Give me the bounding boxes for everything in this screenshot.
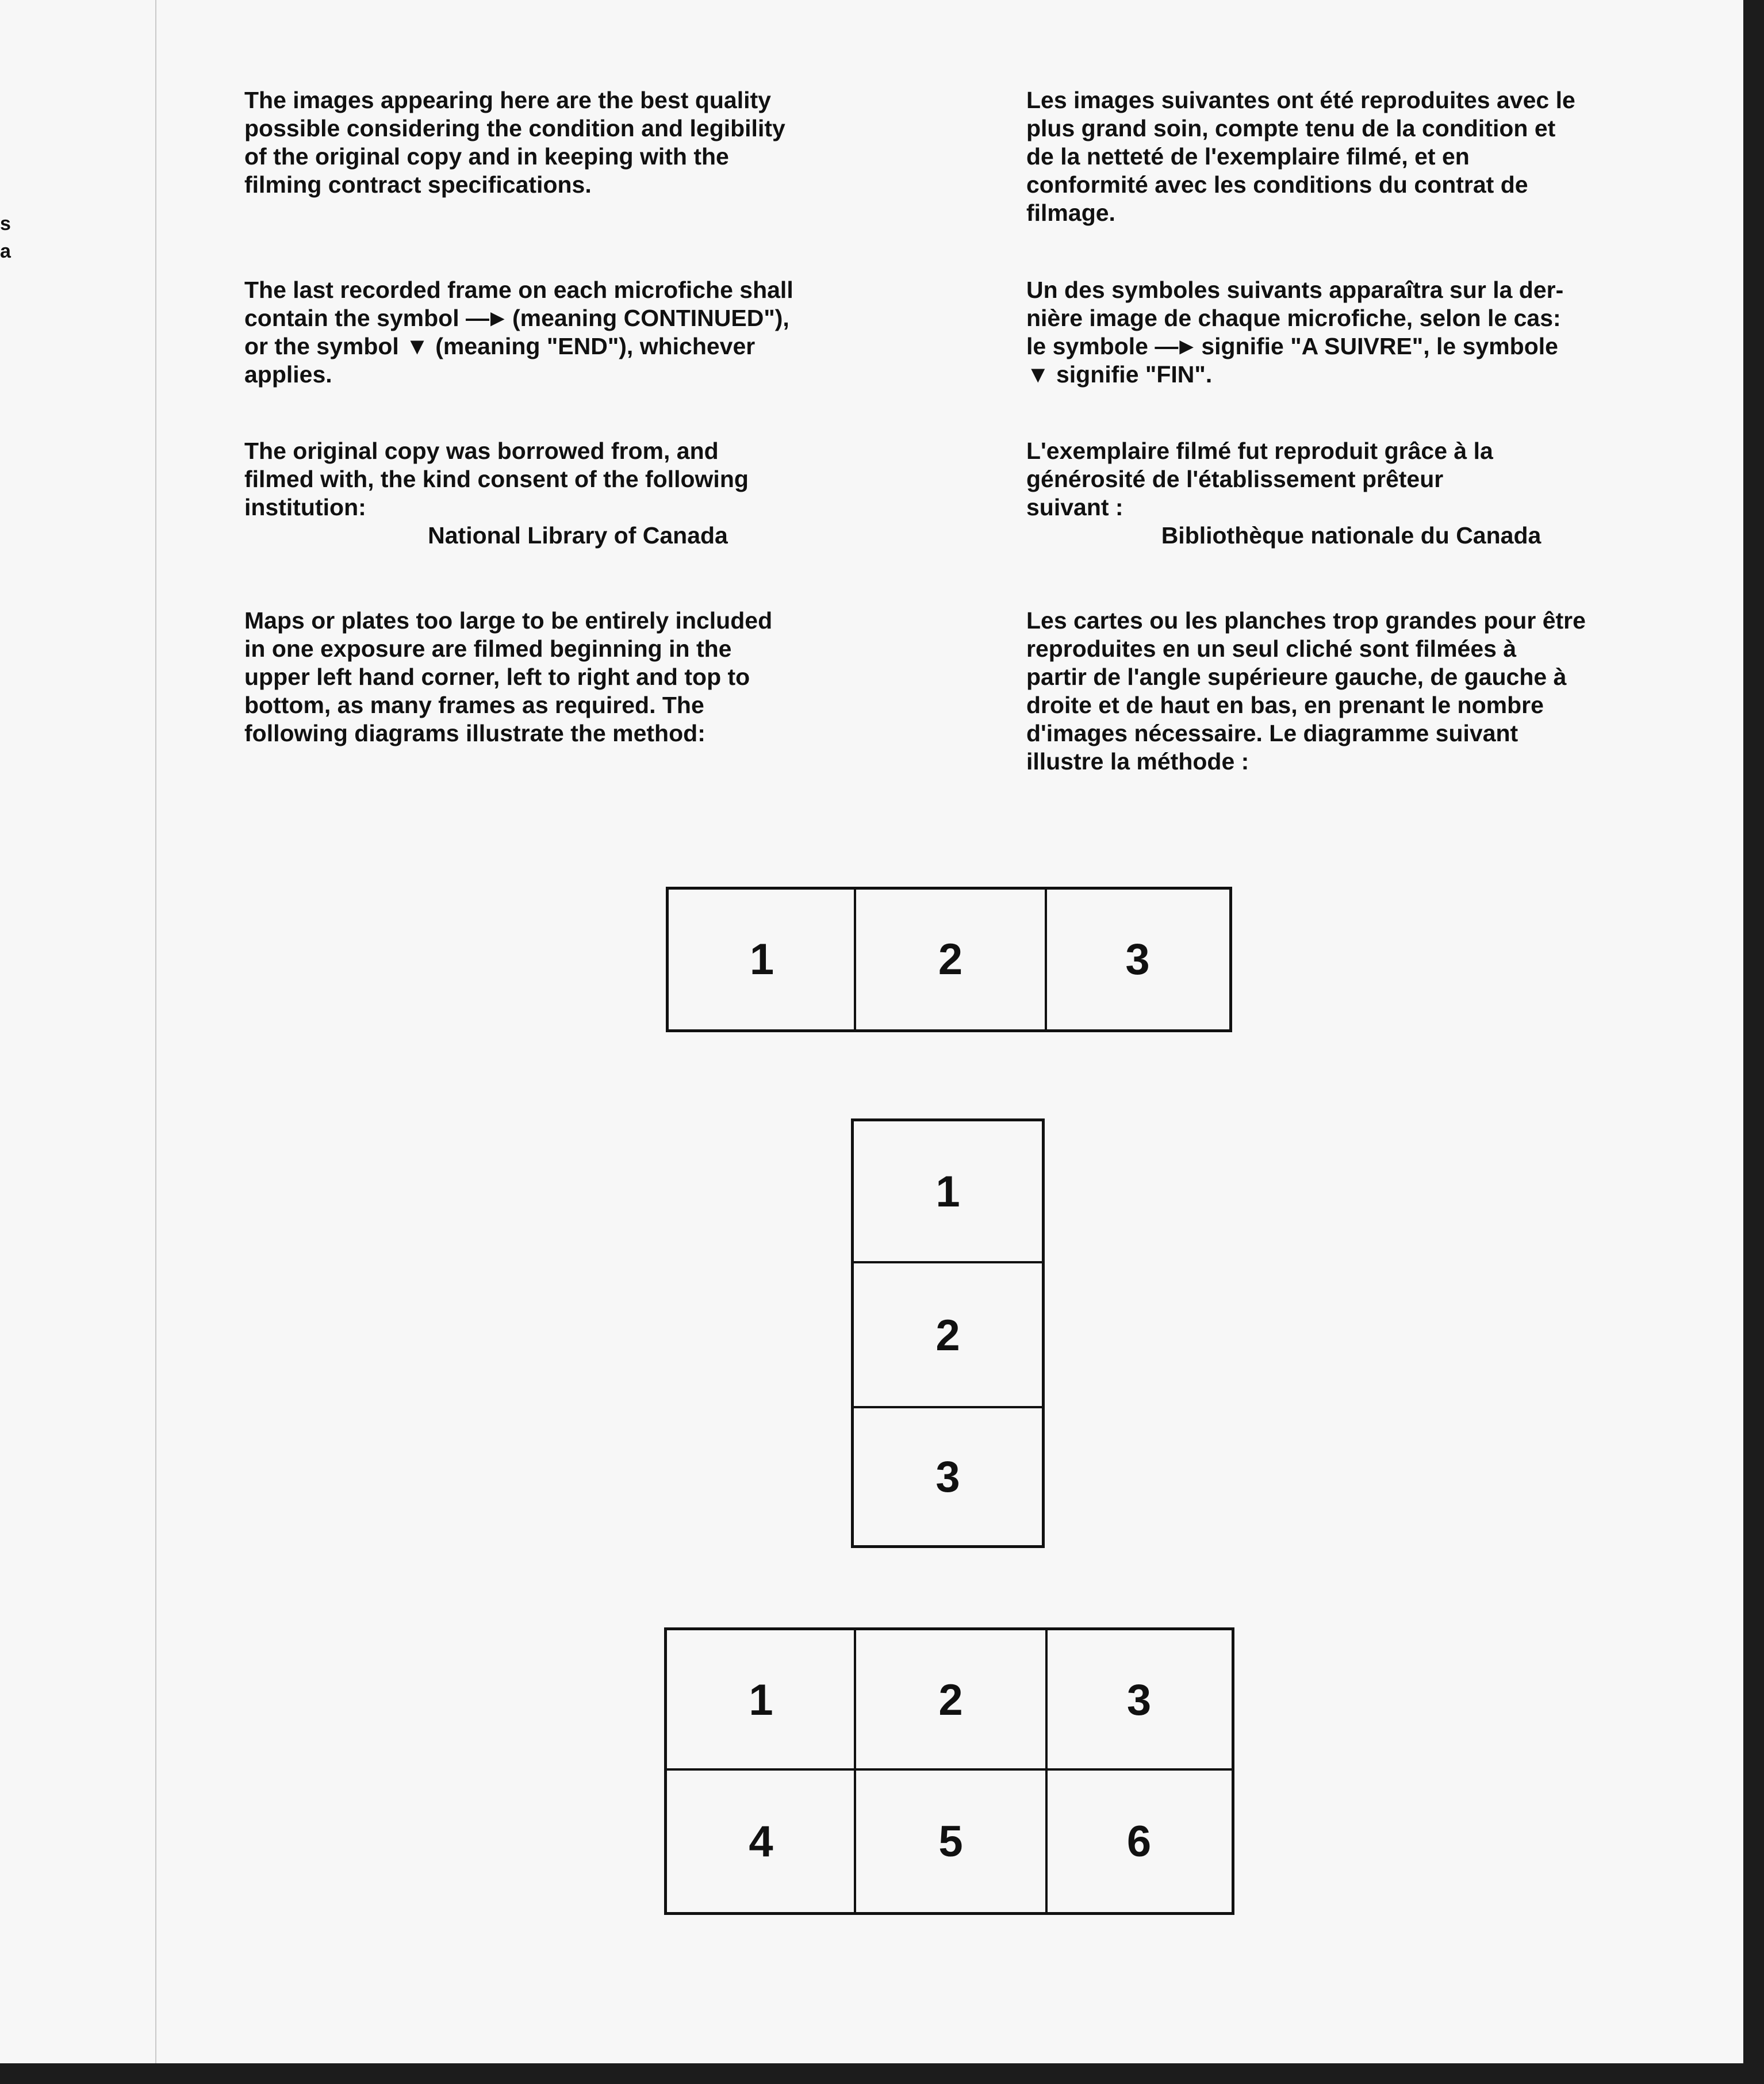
english-institution-text: The original copy was borrowed from, and filmed with, the kind consent of the following institution: [244,438,749,520]
french-symbol-text: signifie "A SUIVRE", le symbole [1194,333,1558,359]
frame-number: 2 [935,1311,960,1360]
english-method-paragraph [244,607,911,748]
binding-gutter-line [155,0,156,2063]
frame-number: 2 [938,1675,963,1725]
frame-number: 3 [1125,935,1150,984]
english-institution-paragraph [244,437,911,550]
frame-number: 1 [749,1675,773,1725]
french-symbol-text: nière image de chaque microfiche, selon le cas: [1026,305,1561,331]
english-symbol-text: (meaning "END"), whichever [428,333,756,359]
french-symbol-text: signifie "FIN". [1049,361,1213,388]
frame-number: 1 [749,935,774,984]
english-symbol-text: The last recorded frame on each microfiche shall [244,277,793,303]
margin-fragment: s [0,213,11,235]
frame-number: 5 [938,1817,963,1866]
frame-number: 4 [749,1817,773,1866]
french-institution-name: Bibliothèque nationale du Canada [1161,522,1541,549]
column-frames-diagram [851,1118,1045,1548]
french-institution-paragraph [1026,437,1676,550]
english-symbol-text: (meaning CONTINUED"), [505,305,789,331]
english-symbol-paragraph [244,276,911,389]
english-method-text: Maps or plates too large to be entirely included in one exposure are filmed beginning in the upper left hand corner, left to right and top to bottom, as many frames as required. The following diagrams illustrate the method: [244,607,773,746]
row-frames-diagram [666,887,1232,1032]
french-symbol-paragraph [1026,276,1676,389]
continued-arrow-icon: —► [466,305,506,331]
french-method-text: Les cartes ou les planches trop grandes pour être reproduites en un seul cliché sont filmées à partir de l'angle supérieure gauche, de gauche à droite et de haut en bas, en prenant le nombre d'images nécessaire. Le diagramme suivant illustre la méthode : [1026,607,1586,775]
french-institution-text: L'exemplaire filmé fut reproduit grâce à la générosité de l'établissement prêteur suivant : [1026,438,1493,520]
end-triangle-icon: ▼ [1026,361,1050,388]
french-quality-text: Les images suivantes ont été reproduites avec le plus grand soin, compte tenu de la condition et de la netteté de l'exemplaire filmé, et en conformité avec les conditions du contrat de filmage. [1026,87,1575,226]
frame-number: 3 [1126,1675,1152,1725]
english-symbol-text: contain the symbol [244,305,466,331]
frame-number: 1 [935,1167,960,1216]
french-method-paragraph [1026,607,1676,776]
french-symbol-text: le symbole [1026,333,1155,359]
english-symbol-text: applies. [244,361,332,388]
frame-number: 3 [935,1452,960,1501]
english-institution-name: National Library of Canada [428,522,728,549]
end-triangle-icon: ▼ [405,333,429,359]
french-symbol-text: Un des symboles suivants apparaîtra sur la der- [1026,277,1564,303]
english-quality-paragraph [244,86,911,199]
grid-frames-diagram [664,1627,1234,1915]
margin-fragment: a [0,240,11,262]
english-symbol-text: or the symbol [244,333,406,359]
continued-arrow-icon: —► [1155,333,1195,359]
english-quality-text: The images appearing here are the best quality possible considering the condition and legibility of the original copy and in keeping with the filming contract specifications. [244,87,785,198]
frame-number: 6 [1126,1817,1152,1866]
french-quality-paragraph [1026,86,1676,227]
frame-number: 2 [938,935,963,984]
